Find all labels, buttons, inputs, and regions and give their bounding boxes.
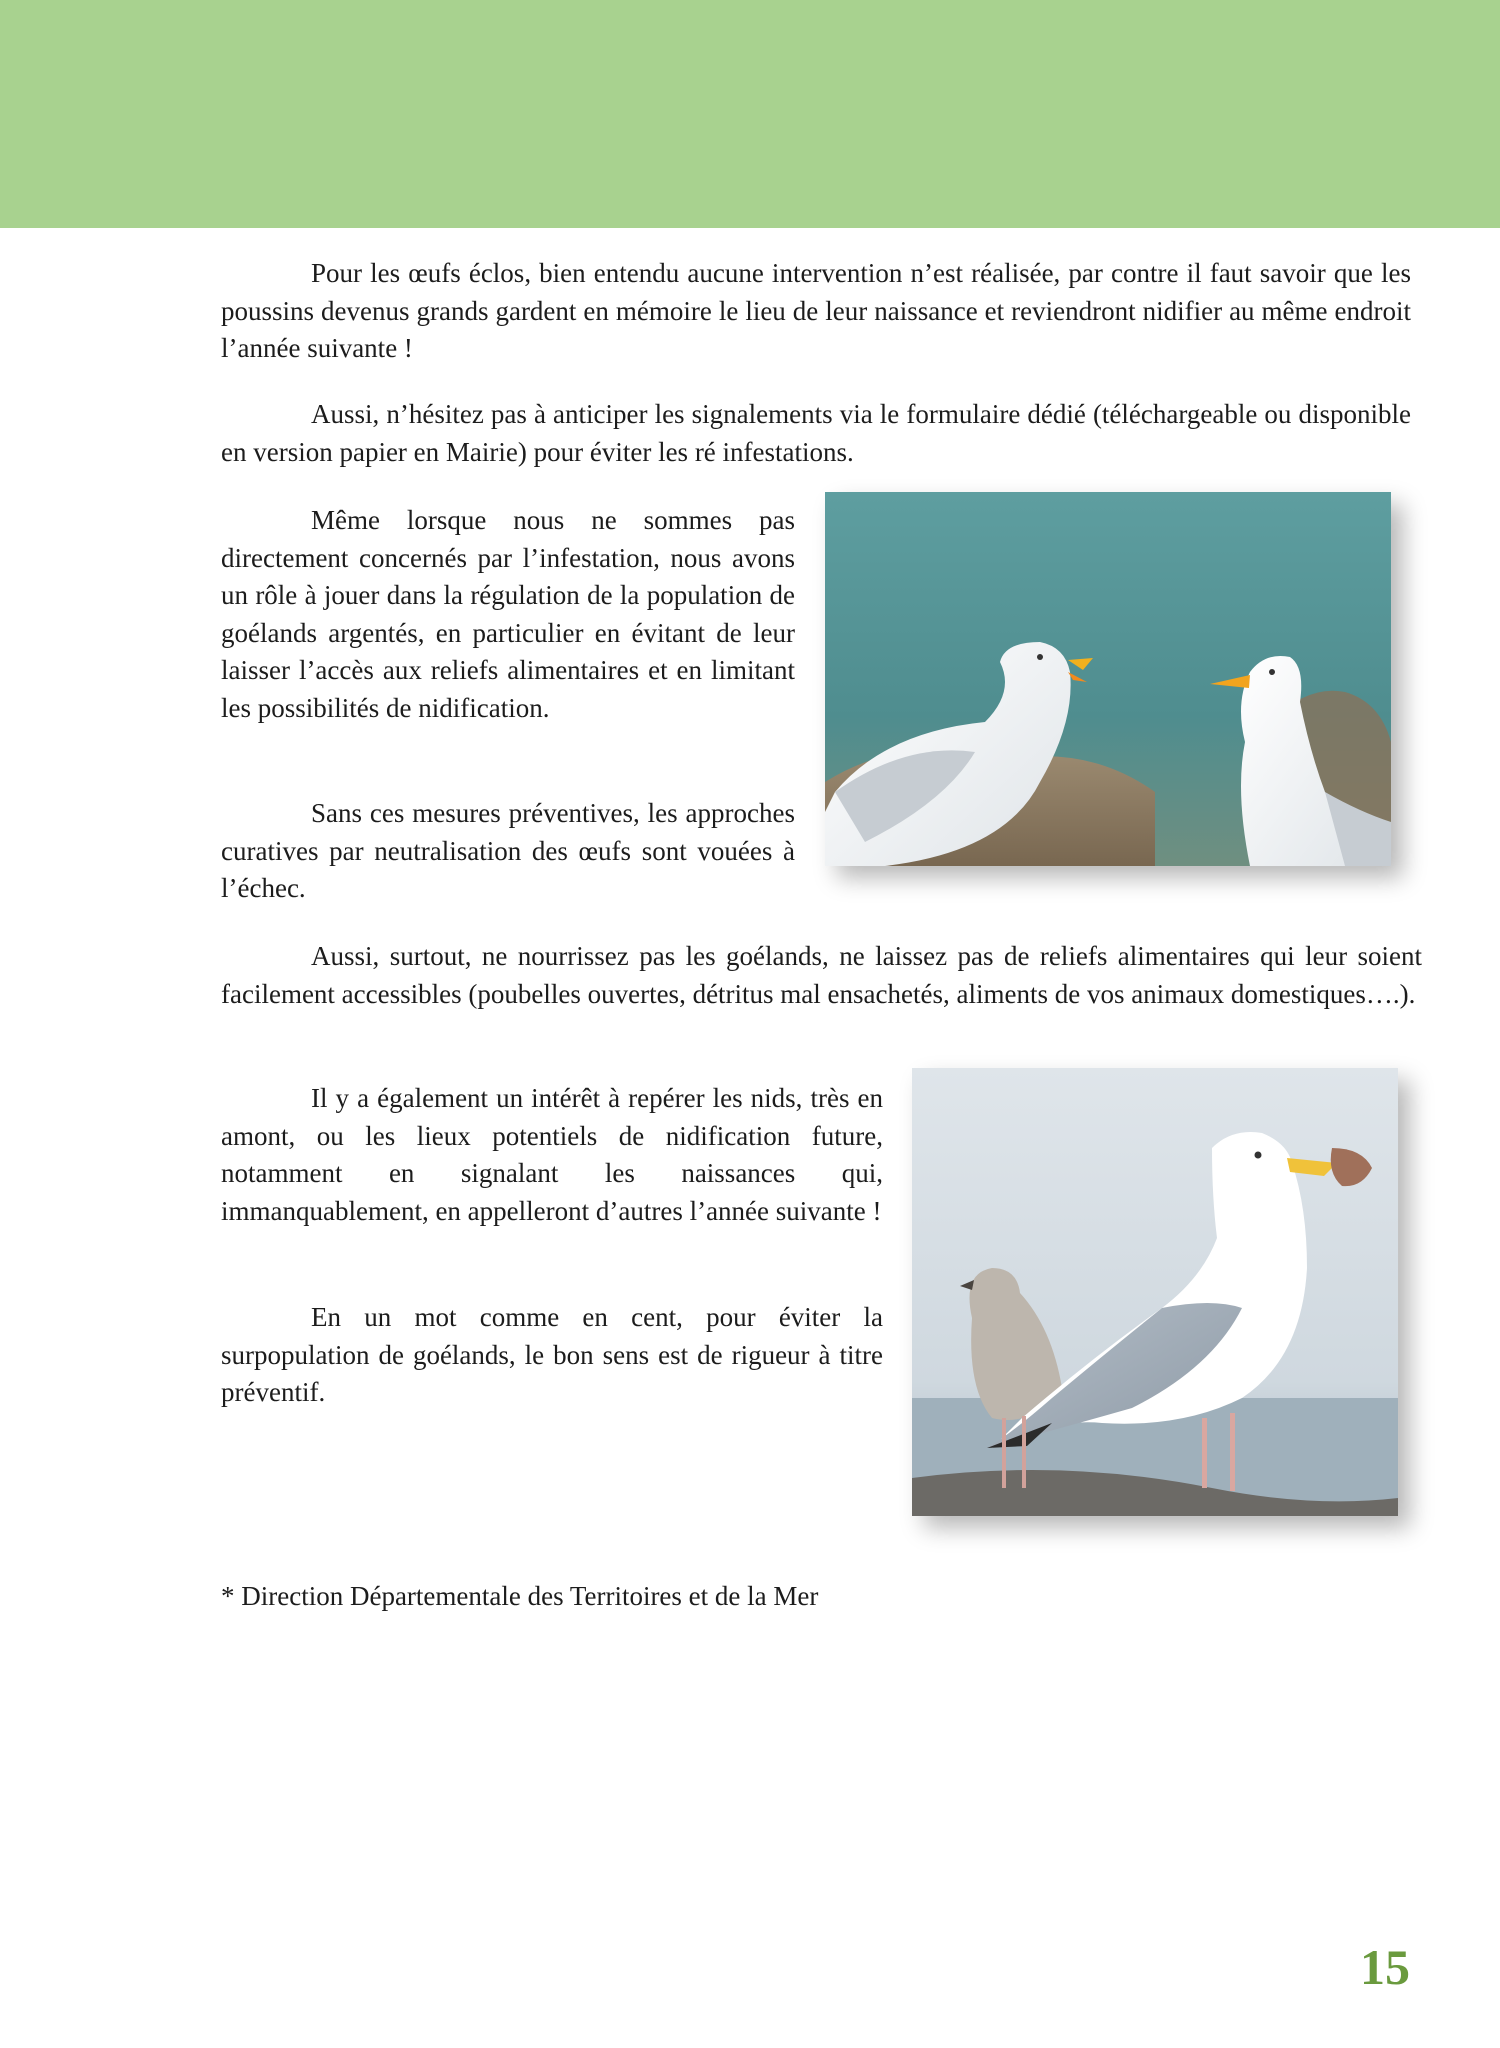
paragraph-common-sense: En un mot comme en cent, pour éviter la surpopulation de goélands, le bon sens est de rigueur à titre préventif. — [221, 1302, 883, 1407]
page-number: 15 — [1360, 1939, 1410, 1995]
photo-gull-with-food — [912, 1068, 1398, 1516]
footnote: * Direction Départementale des Territoires et de la Mer — [221, 1581, 819, 1611]
paragraph-report-form: Aussi, n’hésitez pas à anticiper les signalements via le formulaire dédié (téléchargeable ou disponible en version papier en Mairie) pour éviter les ré infestations. — [221, 399, 1411, 467]
photo-two-gulls — [825, 492, 1391, 866]
paragraph-regulation-role: Même lorsque nous ne sommes pas directement concernés par l’infestation, nous avons un rôle à jouer dans la régulation de la population de goélands argentés, en particulier en évitant de leur laisser l’accès aux reliefs alimentaires et en limitant les possibilités de nidification. — [221, 505, 795, 723]
paragraph-locate-nests: Il y a également un intérêt à repérer les nids, très en amont, ou les lieux potentiels de nidification future, notamment en signalant les naissances qui, immanquablement, en appelleront d’autres l’année suivante ! — [221, 1083, 883, 1226]
paragraph-preventive-measures: Sans ces mesures préventives, les approches curatives par neutralisation des œufs sont vouées à l’échec. — [221, 798, 795, 903]
header-band — [0, 0, 1500, 228]
paragraph-eggs-hatched: Pour les œufs éclos, bien entendu aucune intervention n’est réalisée, par contre il faut savoir que les poussins devenus grands gardent en mémoire le lieu de leur naissance et reviendront nidifier au même endroit l’année suivante ! — [221, 258, 1411, 363]
paragraph-do-not-feed: Aussi, surtout, ne nourrissez pas les goélands, ne laissez pas de reliefs alimentaires qui leur soient facilement accessibles (poubelles ouvertes, détritus mal ensachetés, aliments de vos animaux domestiques….). — [221, 941, 1422, 1009]
